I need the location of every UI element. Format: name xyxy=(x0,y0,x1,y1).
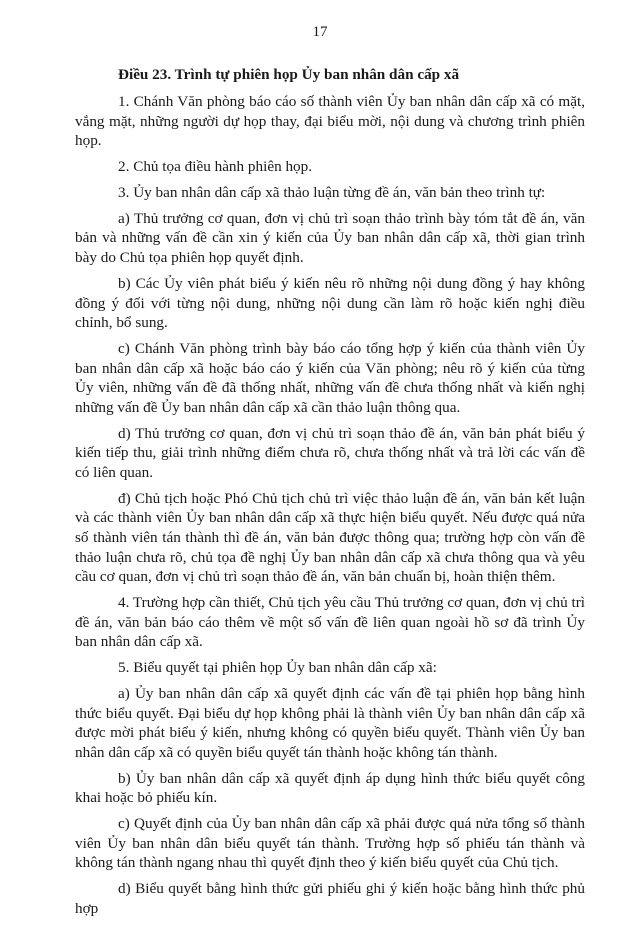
paragraph-3dd: đ) Chủ tịch hoặc Phó Chủ tịch chủ trì việc thảo luận đề án, văn bản kết luận và các thành viên Ủy ban nhân dân cấp xã thực hiện biểu quyết. Nếu được quá nửa số thành viên tán thành thì đề án, văn bản được thông qua; trường hợp còn vấn đề thảo luận chưa rõ, chủ tọa đề nghị Ủy ban nhân dân cấp xã chưa thông qua và yêu cầu cơ quan, đơn vị chủ trì soạn thảo đề án, văn bản chuẩn bị, hoàn thiện thêm. xyxy=(75,489,585,586)
paragraph-2: 2. Chủ tọa điều hành phiên họp. xyxy=(118,158,313,176)
paragraph-5: 5. Biểu quyết tại phiên họp Ủy ban nhân dân cấp xã: xyxy=(118,659,437,677)
paragraph-3: 3. Ủy ban nhân dân cấp xã thảo luận từng đề án, văn bản theo trình tự: xyxy=(118,183,546,201)
article-body xyxy=(75,64,585,925)
paragraph-5b: b) Ủy ban nhân dân cấp xã quyết định áp dụng hình thức biểu quyết công khai hoặc bỏ phiếu kín. xyxy=(75,769,585,807)
page-number: 17 xyxy=(312,24,328,40)
paragraph-3d: d) Thủ trưởng cơ quan, đơn vị chủ trì soạn thảo đề án, văn bản phát biểu ý kiến tiếp thu, giải trình những điểm chưa rõ, chưa thống nhất và trả lời các vấn đề có liên quan. xyxy=(75,424,585,481)
paragraph-4: 4. Trường hợp cần thiết, Chủ tịch yêu cầu Thủ trưởng cơ quan, đơn vị chủ trì đề án, văn bản báo cáo thêm về một số vấn đề liên quan ngoài hồ sơ đã trình Ủy ban nhân dân cấp xã. xyxy=(75,594,585,651)
paragraph-1: 1. Chánh Văn phòng báo cáo số thành viên Ủy ban nhân dân cấp xã có mặt, vắng mặt, những người dự họp thay, đại biểu mời, nội dung và chương trình phiên họp. xyxy=(75,93,585,150)
paragraph-3a: a) Thủ trưởng cơ quan, đơn vị chủ trì soạn thảo trình bày tóm tắt đề án, văn bản và những vấn đề cần xin ý kiến của Ủy ban nhân dân cấp xã, thời gian trình bày do Chủ tọa phiên họp quyết định. xyxy=(75,209,585,267)
paragraph-5c: c) Quyết định của Ủy ban nhân dân cấp xã phải được quá nửa tổng số thành viên Ủy ban nhân dân biểu quyết tán thành. Trường hợp số phiếu tán thành và không tán thành ngang nhau thì quyết định theo ý kiến biểu quyết của Chủ tịch. xyxy=(75,815,585,872)
paragraph-5a: a) Ủy ban nhân dân cấp xã quyết định các vấn đề tại phiên họp bằng hình thức biểu quyết. Đại biểu dự họp không phải là thành viên Ủy ban nhân dân cấp xã được mời phát biểu ý kiến, nhưng không có quyền biểu quyết. Thành viên Ủy ban nhân dân cấp xã có quyền biểu quyết tán thành hoặc không tán thành. xyxy=(75,685,585,761)
paragraph-5d: d) Biểu quyết bằng hình thức gửi phiếu ghi ý kiến hoặc bằng hình thức phủ hợp xyxy=(75,880,585,917)
paragraph-3c: c) Chánh Văn phòng trình bày báo cáo tổng hợp ý kiến của thành viên Ủy ban nhân dân cấp xã hoặc báo cáo ý kiến của Văn phòng; nêu rõ ý kiến của từng Ủy viên, những vấn đề đã thống nhất, những vấn đề chưa thống nhất và kiến nghị những vấn đề Ủy ban nhân dân cấp xã cần thảo luận thông qua. xyxy=(75,340,585,416)
article-heading: Điều 23. Trình tự phiên họp Ủy ban nhân dân cấp xã xyxy=(118,66,460,83)
paragraph-3b: b) Các Ủy viên phát biểu ý kiến nêu rõ những nội dung đồng ý hay không đồng ý đối với từng nội dung, những nội dung cần làm rõ hoặc kiến nghị điều chỉnh, bổ sung. xyxy=(75,274,585,332)
